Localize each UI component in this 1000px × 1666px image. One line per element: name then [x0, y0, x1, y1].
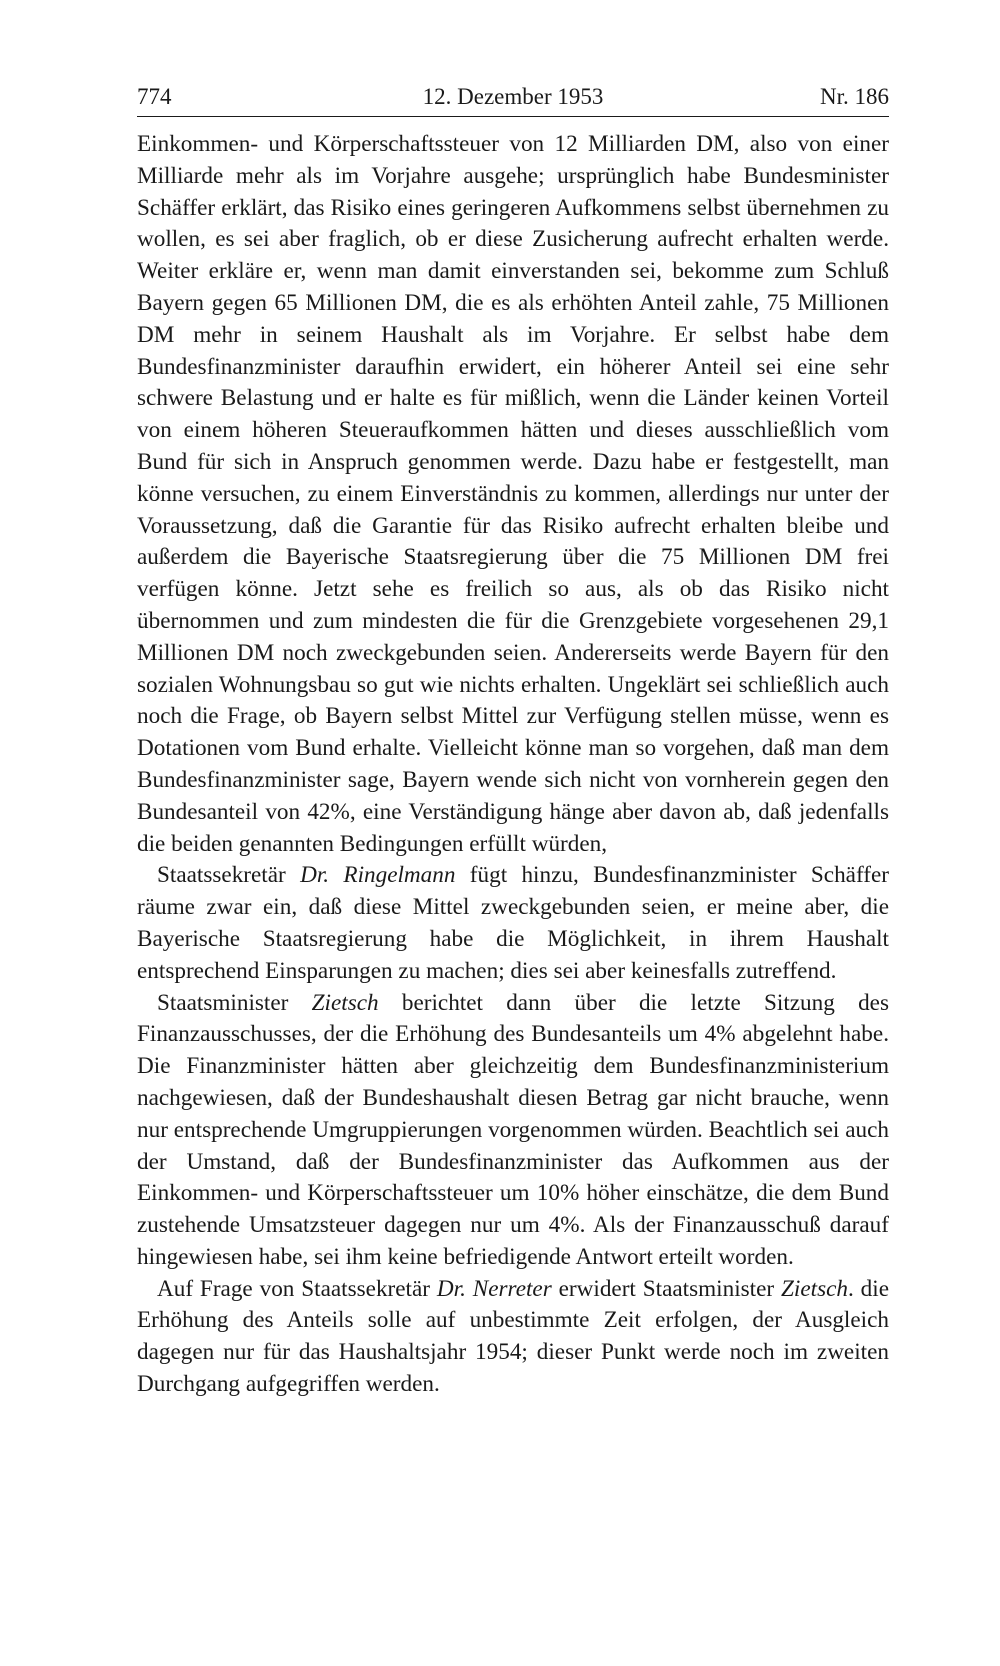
speaker-name: Dr. Ringelmann [300, 862, 456, 889]
body-text [137, 129, 889, 1401]
paragraph-3-lead: Staatsminister [157, 989, 312, 1016]
running-header [137, 80, 889, 117]
paragraph-2-text: fügt hinzu, Bundesfinanzminister Schäffer räume zwar ein, daß diese Mittel zweckgebunden seien, er meine aber, die Bayerische Staatsregierung habe die Möglichkeit, in ihrem Haushalt entsprechend Einsparungen zu machen; dies sei aber keinesfalls zutreffend. [137, 862, 890, 984]
issue-number: Nr. 186 [820, 84, 889, 109]
document-page [137, 80, 889, 1401]
header-date: 12. Dezember 1953 [422, 84, 604, 109]
paragraph-2-lead: Staatssekretär [157, 862, 301, 889]
speaker-name: Zietsch [781, 1275, 848, 1302]
paragraph-4 [137, 1274, 889, 1401]
paragraph-4-text: . die Erhöhung des Anteils solle auf unbestimmte Zeit erfolgen, der Ausgleich dagegen nur für das Haushaltsjahr 1954; dieser Punkt werde noch im zweiten Durchgang aufgegriffen werden. [137, 1275, 889, 1398]
paragraph-1: Einkommen- und Körperschaftssteuer von 12 Milliarden DM, also von einer Milliarde mehr als im Vorjahre ausgehe; ursprünglich habe Bundesminister Schäffer erklärt, das Risiko eines geringeren Aufkommens selbst übernehmen zu wollen, es sei aber fraglich, ob er diese Zusicherung aufrecht erhalten werde. Weiter erkläre er, wenn man damit einverstanden sei, bekomme zum Schluß Bayern gegen 65 Millionen DM, die es als erhöhten Anteil zahle, 75 Millionen DM mehr in seinem Haushalt als im Vorjahre. Er selbst habe dem Bundesfinanzminister daraufhin erwidert, ein höherer Anteil sei eine sehr schwere Belastung und er halte es für mißlich, wenn die Länder keinen Vorteil von einem höheren Steueraufkommen hätten und dieses ausschließlich vom Bund für sich in Anspruch genommen werde. Dazu habe er festgestellt, man könne versuchen, zu einem Einverständnis zu kommen, allerdings nur unter der Voraussetzung, daß die Garantie für das Risiko aufrecht erhalten bleibe und außerdem die Bayerische Staatsregierung über die 75 Millionen DM frei verfügen könne. Jetzt sehe es freilich so aus, als ob das Risiko nicht übernommen und zum mindesten die für die Grenzgebiete vorgesehenen 29,1 Millionen DM noch zweckgebunden seien. Andererseits werde Bayern für den sozialen Wohnungsbau so gut wie nichts erhalten. Ungeklärt sei schließlich auch noch die Frage, ob Bayern selbst Mittel zur Verfügung stellen müsse, wenn es Dotationen vom Bund erhalte. Vielleicht könne man so vorgehen, daß man dem Bundesfinanzminister sage, Bayern wende sich nicht von vornherein gegen den Bundesanteil von 42%, eine Verständigung hänge aber davon ab, daß jedenfalls die beiden genannten Bedingungen erfüllt würden, [137, 131, 889, 857]
paragraph-2 [137, 860, 889, 987]
paragraph-3 [137, 988, 889, 1274]
paragraph-4-lead: Auf Frage von Staatssekretär [157, 1275, 437, 1302]
paragraph-3-text: berichtet dann über die letzte Sitzung des Finanzausschusses, der die Erhöhung des Bundesanteils um 4% abgelehnt habe. Die Finanzminister hätten aber gleichzeitig dem Bundesfinanzministerium nachgewiesen, daß der Bundeshaushalt diesen Betrag gar nicht brauche, wenn nur entsprechende Umgruppierungen vorgenommen würden. Beachtlich sei auch der Umstand, daß der Bundesfinanzminister das Aufkommen aus der Einkommen- und Körperschaftssteuer um 10% höher einschätze, die dem Bund zustehende Umsatzsteuer dagegen nur um 4%. Als der Finanzausschuß darauf hingewiesen habe, sei ihm keine befriedigende Antwort erteilt worden. [137, 989, 889, 1270]
speaker-name: Zietsch [311, 989, 379, 1016]
speaker-name: Dr. Nerreter [436, 1275, 552, 1302]
page-number: 774 [137, 84, 172, 109]
paragraph-4-mid: erwidert Staatsminister [551, 1275, 781, 1302]
